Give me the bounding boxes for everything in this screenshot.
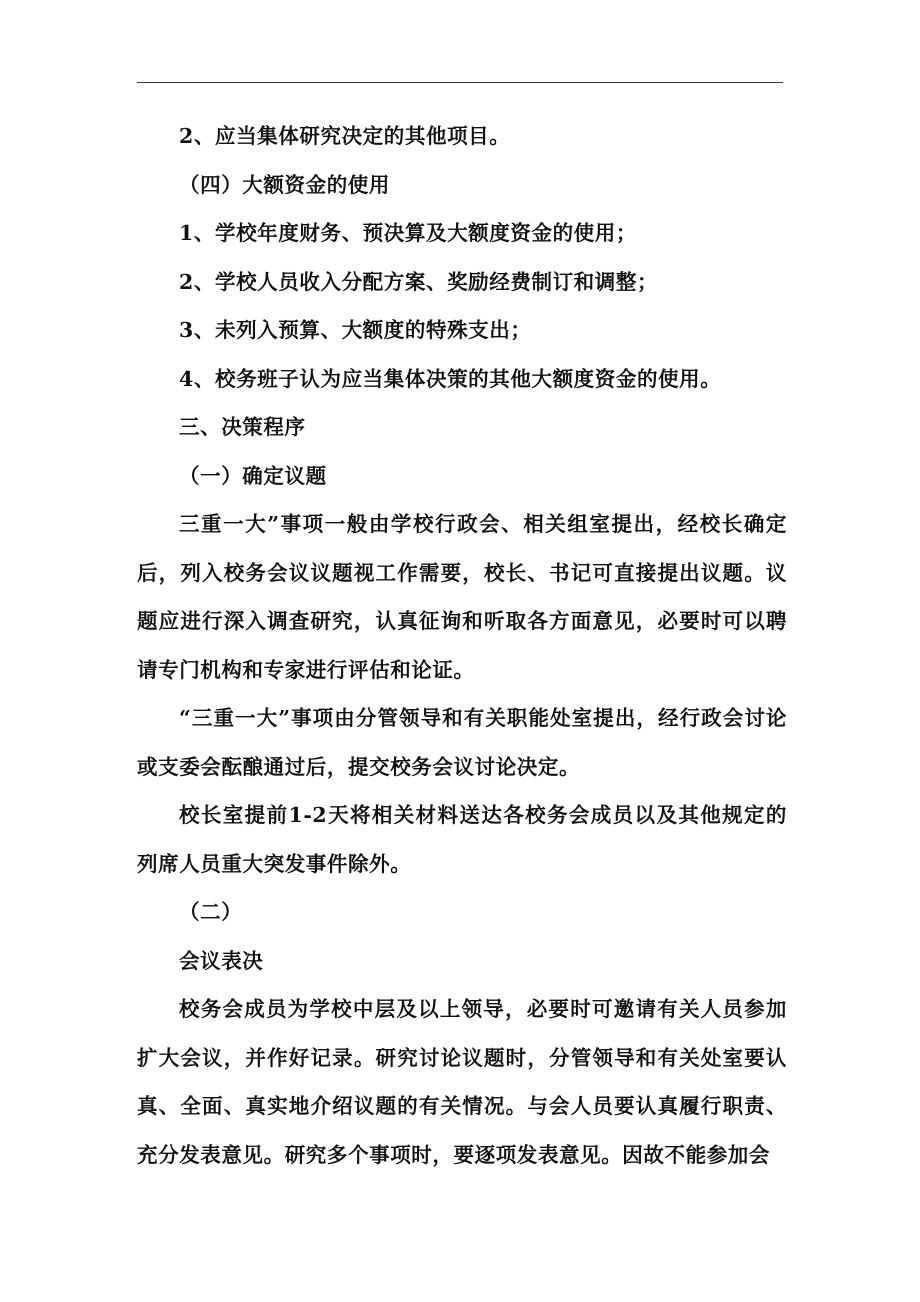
paragraph-topic-proposal: 三重一大”事项一般由学校行政会、相关组室提出，经校长确定后，列入校务会议议题视工作需要，校长、书记可直接提出议题。议题应进行深入调查研究，认真征询和听取各方面意见，必要时可以聘请专门机构和专家进行评估和论证。 — [137, 512, 787, 682]
paragraph-topic-discussion: “三重一大”事项由分管领导和有关职能处室提出，经行政会讨论或支委会酝酿通过后，提交校务会议讨论决定。 — [137, 706, 787, 779]
header-rule — [137, 82, 783, 83]
paragraph-item-4: 4、校务班子认为应当集体决策的其他大额度资金的使用。 — [179, 366, 722, 391]
subsection-heading-topic: （一）确定议题 — [179, 463, 327, 488]
paragraph-materials: 校长室提前1-2天将相关材料送达各校务会成员以及其他规定的列席人员重大突发事件除外。 — [137, 803, 787, 876]
document-body — [137, 112, 787, 1179]
paragraph-item-2: 2、应当集体研究决定的其他项目。 — [179, 124, 511, 148]
paragraph-item-1: 1、学校年度财务、预决算及大额度资金的使用； — [179, 221, 637, 245]
section-heading-large-funds: （四）大额资金的使用 — [179, 172, 390, 197]
subsection-heading-vote: 会议表决 — [179, 948, 264, 973]
paragraph-meeting-members: 校务会成员为学校中层及以上领导，必要时可邀请有关人员参加扩大会议，并作好记录。研究讨论议题时，分管领导和有关处室要认真、全面、真实地介绍议题的有关情况。与会人员要认真履行职责、充分发表意见。研究多个事项时，要逐项发表意见。因故不能参加会 — [137, 997, 787, 1167]
paragraph-item-3: 3、未列入预算、大额度的特殊支出； — [179, 318, 532, 342]
section-heading-procedure: 三、决策程序 — [179, 415, 306, 439]
subsection-heading-two: （二） — [179, 900, 243, 924]
paragraph-item-2b: 2、学校人员收入分配方案、奖励经费制订和调整； — [179, 269, 659, 294]
